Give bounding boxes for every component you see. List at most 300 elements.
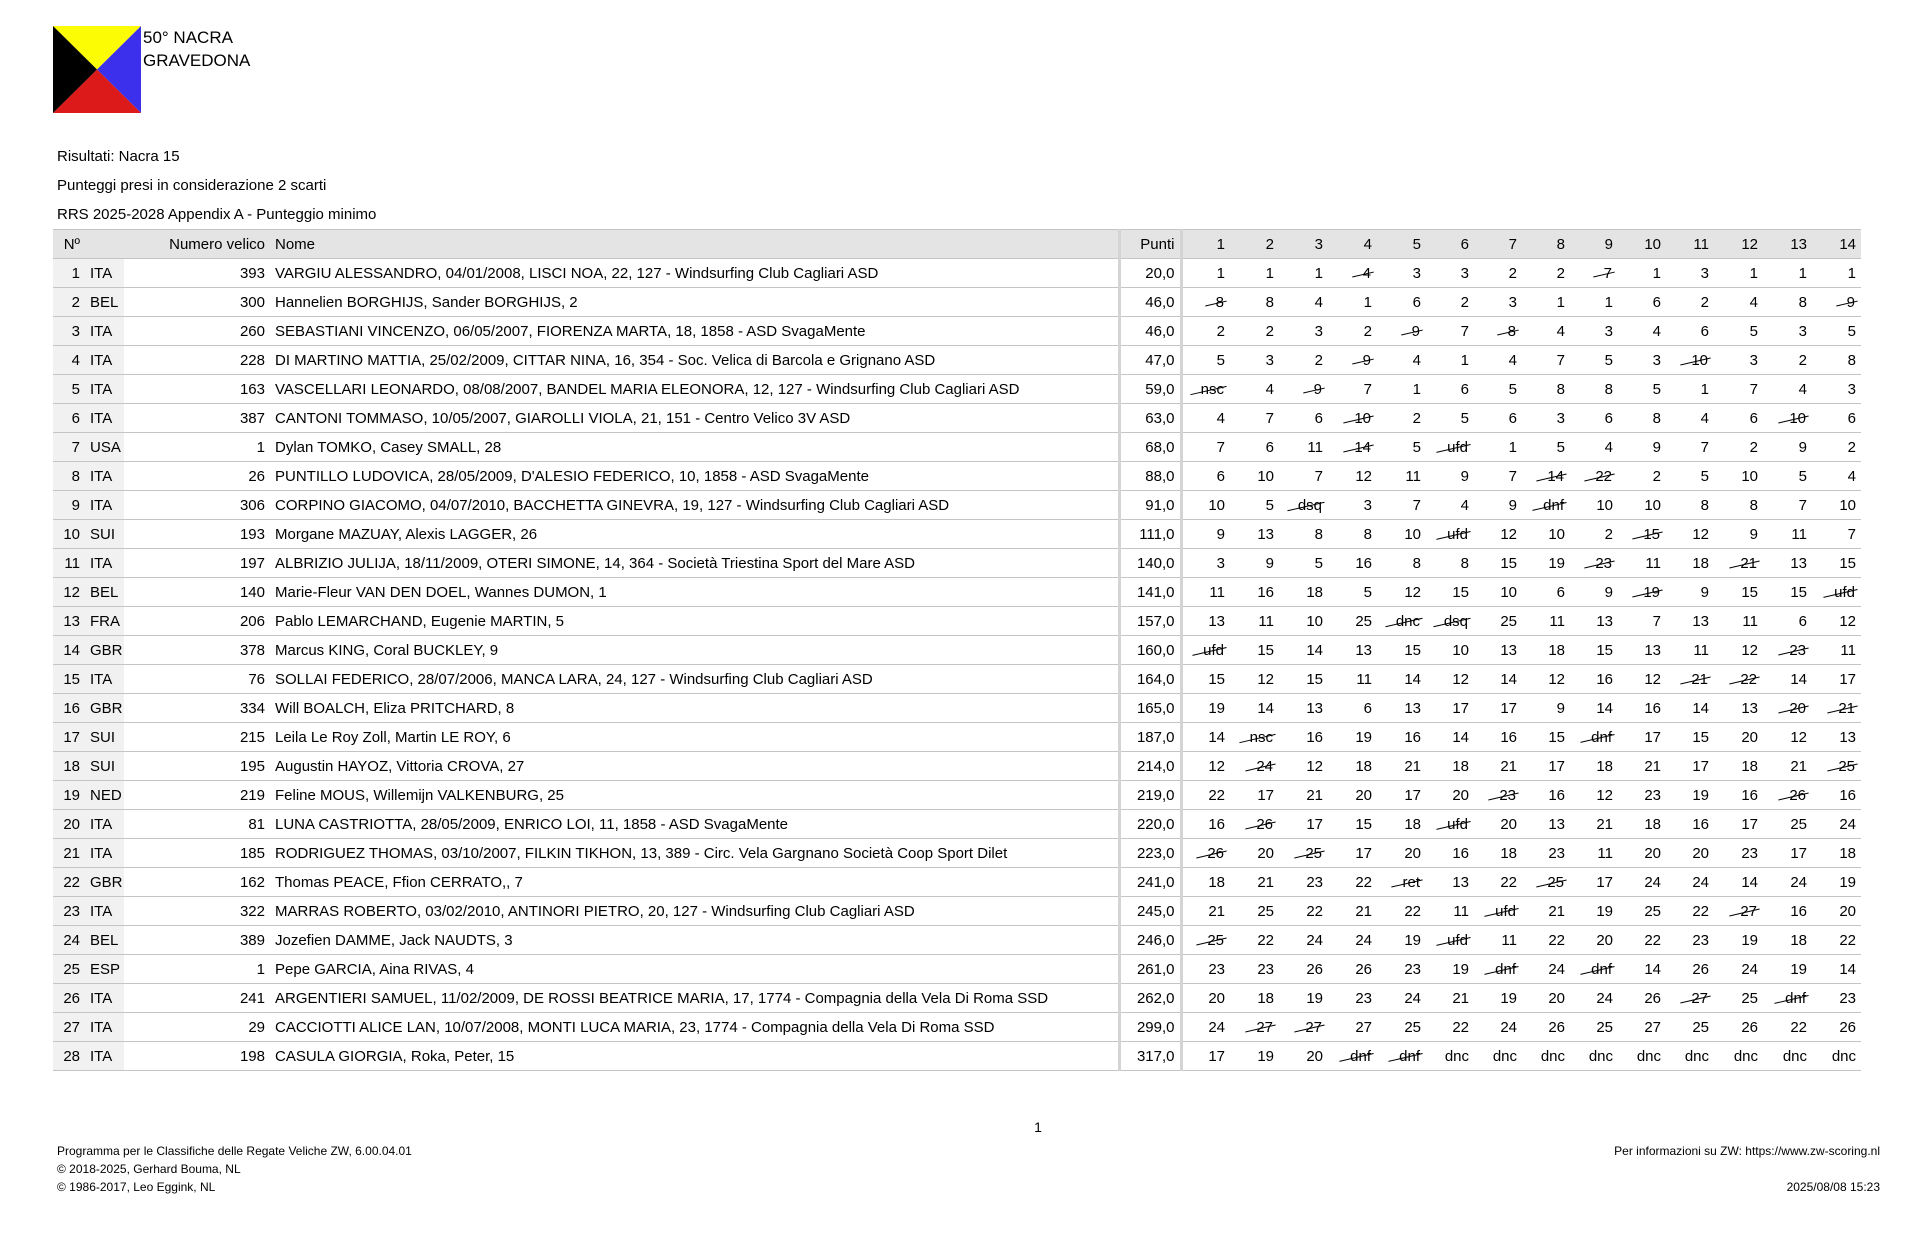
- discard-strike: 23: [1595, 554, 1612, 572]
- discard-strike: 22: [1740, 670, 1757, 688]
- race-score-cell: 18: [1666, 549, 1714, 578]
- race-score-cell: 21: [1181, 897, 1230, 926]
- race-score-cell: 5: [1714, 317, 1763, 346]
- race-score-cell: 1: [1377, 375, 1426, 404]
- sail-number-cell: 29: [124, 1013, 270, 1042]
- race-score-cell: 21: [1377, 752, 1426, 781]
- table-row: [53, 723, 1861, 752]
- race-score-discarded: [1812, 752, 1861, 781]
- race-score-cell: 3: [1812, 375, 1861, 404]
- race-score-cell: 19: [1522, 549, 1570, 578]
- col-sail-number-header: Numero velico: [124, 230, 270, 259]
- sail-number-cell: 393: [124, 259, 270, 288]
- race-score-discarded: [1522, 491, 1570, 520]
- race-score-discarded: [1618, 578, 1666, 607]
- race-score-cell: dnc: [1426, 1042, 1474, 1071]
- race-score-cell: 11: [1763, 520, 1812, 549]
- discard-strike: 25: [1207, 931, 1224, 949]
- race-score-cell: 13: [1570, 607, 1618, 636]
- col-name-header: Nome: [270, 230, 1119, 259]
- race-score-cell: 10: [1279, 607, 1328, 636]
- race-score-cell: 8: [1377, 549, 1426, 578]
- race-score-cell: 12: [1763, 723, 1812, 752]
- race-score-discarded: [1328, 1042, 1377, 1071]
- sail-number-cell: 260: [124, 317, 270, 346]
- race-score-cell: 17: [1426, 694, 1474, 723]
- race-score-cell: 23: [1812, 984, 1861, 1013]
- race-score-discarded: [1666, 984, 1714, 1013]
- race-score-cell: 1: [1426, 346, 1474, 375]
- table-row: [53, 288, 1861, 317]
- race-score-cell: 25: [1714, 984, 1763, 1013]
- race-score-cell: 4: [1230, 375, 1279, 404]
- race-score-cell: 3: [1328, 491, 1377, 520]
- race-score-cell: 19: [1181, 694, 1230, 723]
- race-score-cell: 6: [1474, 404, 1522, 433]
- nation-cell: ESP: [85, 955, 124, 984]
- nation-cell: ITA: [85, 404, 124, 433]
- race-score-cell: 22: [1763, 1013, 1812, 1042]
- table-row: [53, 578, 1861, 607]
- race-score-cell: 3: [1666, 259, 1714, 288]
- race-score-cell: 24: [1618, 868, 1666, 897]
- discard-strike: 14: [1547, 467, 1564, 485]
- rank-cell: 21: [53, 839, 85, 868]
- discard-strike: 25: [1547, 873, 1564, 891]
- race-score-cell: 3: [1763, 317, 1812, 346]
- col-race-header: 9: [1570, 230, 1618, 259]
- race-score-cell: 2: [1474, 259, 1522, 288]
- sail-number-cell: 219: [124, 781, 270, 810]
- rank-cell: 7: [53, 433, 85, 462]
- rules-note: RRS 2025-2028 Appendix A - Punteggio minimo: [57, 206, 377, 223]
- race-score-cell: 15: [1279, 665, 1328, 694]
- crew-name-cell: MARRAS ROBERTO, 03/02/2010, ANTINORI PIETRO, 20, 127 - Windsurfing Club Cagliari ASD: [270, 897, 1119, 926]
- race-score-cell: 24: [1181, 1013, 1230, 1042]
- points-cell: 47,0: [1119, 346, 1181, 375]
- table-header-row: [53, 230, 1861, 259]
- print-timestamp: 2025/08/08 15:23: [1786, 1180, 1880, 1194]
- race-score-cell: 26: [1279, 955, 1328, 984]
- table-row: [53, 810, 1861, 839]
- race-score-cell: 13: [1714, 694, 1763, 723]
- race-score-cell: 9: [1714, 520, 1763, 549]
- discard-strike: 26: [1256, 815, 1273, 833]
- race-score-cell: 27: [1618, 1013, 1666, 1042]
- race-score-discarded: [1618, 520, 1666, 549]
- rank-cell: 18: [53, 752, 85, 781]
- race-score-cell: 17: [1181, 1042, 1230, 1071]
- crew-name-cell: Marcus KING, Coral BUCKLEY, 9: [270, 636, 1119, 665]
- race-score-discarded: [1763, 636, 1812, 665]
- race-score-cell: 20: [1812, 897, 1861, 926]
- race-score-cell: 20: [1377, 839, 1426, 868]
- race-score-cell: 1: [1181, 259, 1230, 288]
- race-score-discarded: [1570, 549, 1618, 578]
- points-cell: 214,0: [1119, 752, 1181, 781]
- race-score-cell: 13: [1426, 868, 1474, 897]
- race-score-cell: 14: [1279, 636, 1328, 665]
- sail-number-cell: 163: [124, 375, 270, 404]
- race-score-cell: 19: [1763, 955, 1812, 984]
- race-score-cell: 19: [1714, 926, 1763, 955]
- race-score-cell: 19: [1230, 1042, 1279, 1071]
- race-score-discarded: [1230, 723, 1279, 752]
- race-score-cell: dnc: [1570, 1042, 1618, 1071]
- nation-cell: SUI: [85, 723, 124, 752]
- race-score-discarded: [1426, 926, 1474, 955]
- points-cell: 157,0: [1119, 607, 1181, 636]
- crew-name-cell: Marie-Fleur VAN DEN DOEL, Wannes DUMON, 1: [270, 578, 1119, 607]
- discard-strike: 23: [1499, 786, 1516, 804]
- nation-cell: ITA: [85, 810, 124, 839]
- race-score-discarded: [1426, 607, 1474, 636]
- race-score-cell: 26: [1714, 1013, 1763, 1042]
- race-score-cell: 15: [1474, 549, 1522, 578]
- race-score-cell: 17: [1474, 694, 1522, 723]
- race-score-cell: 17: [1618, 723, 1666, 752]
- race-score-cell: 26: [1812, 1013, 1861, 1042]
- race-score-discarded: [1230, 1013, 1279, 1042]
- discard-strike: 8: [1215, 293, 1224, 311]
- race-score-cell: 6: [1328, 694, 1377, 723]
- race-score-cell: 12: [1570, 781, 1618, 810]
- sail-number-cell: 334: [124, 694, 270, 723]
- race-score-discarded: [1426, 520, 1474, 549]
- race-score-discarded: [1279, 375, 1328, 404]
- race-score-cell: 14: [1230, 694, 1279, 723]
- race-score-cell: 26: [1522, 1013, 1570, 1042]
- race-score-cell: 17: [1763, 839, 1812, 868]
- race-score-cell: 22: [1426, 1013, 1474, 1042]
- race-score-discarded: [1570, 723, 1618, 752]
- race-score-cell: 3: [1618, 346, 1666, 375]
- discard-strike: dnf: [1543, 496, 1564, 514]
- race-score-cell: 7: [1618, 607, 1666, 636]
- points-cell: 88,0: [1119, 462, 1181, 491]
- race-score-cell: 23: [1279, 868, 1328, 897]
- race-score-cell: 16: [1426, 839, 1474, 868]
- sail-number-cell: 1: [124, 955, 270, 984]
- race-score-cell: 19: [1666, 781, 1714, 810]
- race-score-cell: 22: [1377, 897, 1426, 926]
- race-score-cell: 26: [1666, 955, 1714, 984]
- crew-name-cell: ALBRIZIO JULIJA, 18/11/2009, OTERI SIMONE, 14, 364 - Società Triestina Sport del Mare ASD: [270, 549, 1119, 578]
- race-score-cell: 6: [1230, 433, 1279, 462]
- race-score-cell: 14: [1763, 665, 1812, 694]
- nation-cell: SUI: [85, 752, 124, 781]
- race-score-cell: 10: [1570, 491, 1618, 520]
- race-score-cell: 2: [1426, 288, 1474, 317]
- zw-info-link[interactable]: Per informazioni su ZW: https://www.zw-scoring.nl: [1614, 1144, 1880, 1158]
- race-score-cell: dnc: [1474, 1042, 1522, 1071]
- race-score-discarded: [1474, 781, 1522, 810]
- nation-cell: ITA: [85, 897, 124, 926]
- crew-name-cell: CACCIOTTI ALICE LAN, 10/07/2008, MONTI LUCA MARIA, 23, 1774 - Compagnia della Vela Di Roma SSD: [270, 1013, 1119, 1042]
- race-score-cell: 11: [1618, 549, 1666, 578]
- race-score-cell: dnc: [1812, 1042, 1861, 1071]
- rank-cell: 14: [53, 636, 85, 665]
- crew-name-cell: LUNA CASTRIOTTA, 28/05/2009, ENRICO LOI, 11, 1858 - ASD SvagaMente: [270, 810, 1119, 839]
- race-score-cell: 17: [1230, 781, 1279, 810]
- table-row: [53, 752, 1861, 781]
- race-score-cell: 13: [1328, 636, 1377, 665]
- race-score-cell: 6: [1279, 404, 1328, 433]
- discard-strike: ufd: [1447, 438, 1468, 456]
- race-score-cell: 12: [1328, 462, 1377, 491]
- race-score-cell: 18: [1279, 578, 1328, 607]
- race-score-cell: 1: [1714, 259, 1763, 288]
- race-score-cell: 16: [1181, 810, 1230, 839]
- race-score-discarded: [1426, 433, 1474, 462]
- race-score-cell: 16: [1474, 723, 1522, 752]
- race-score-cell: 5: [1377, 433, 1426, 462]
- table-row: [53, 868, 1861, 897]
- race-score-cell: 4: [1522, 317, 1570, 346]
- race-score-cell: 16: [1328, 549, 1377, 578]
- points-cell: 111,0: [1119, 520, 1181, 549]
- table-row: [53, 1013, 1861, 1042]
- col-race-header: 14: [1812, 230, 1861, 259]
- race-score-cell: 10: [1377, 520, 1426, 549]
- race-score-cell: 11: [1328, 665, 1377, 694]
- race-score-cell: 7: [1812, 520, 1861, 549]
- sail-number-cell: 228: [124, 346, 270, 375]
- race-score-cell: 1: [1763, 259, 1812, 288]
- discard-strike: 25: [1838, 757, 1855, 775]
- race-score-cell: 22: [1522, 926, 1570, 955]
- race-score-cell: 7: [1377, 491, 1426, 520]
- table-row: [53, 781, 1861, 810]
- sail-number-cell: 81: [124, 810, 270, 839]
- results-class-title: Risultati: Nacra 15: [57, 148, 180, 165]
- table-row: [53, 984, 1861, 1013]
- race-score-cell: 19: [1377, 926, 1426, 955]
- discard-strike: 10: [1354, 409, 1371, 427]
- discard-strike: dnf: [1591, 960, 1612, 978]
- race-score-cell: 25: [1230, 897, 1279, 926]
- race-score-cell: 8: [1714, 491, 1763, 520]
- race-score-discarded: [1714, 665, 1763, 694]
- race-score-cell: 4: [1474, 346, 1522, 375]
- race-score-cell: 2: [1230, 317, 1279, 346]
- points-cell: 187,0: [1119, 723, 1181, 752]
- rank-cell: 26: [53, 984, 85, 1013]
- race-score-cell: 4: [1279, 288, 1328, 317]
- race-score-cell: 22: [1618, 926, 1666, 955]
- race-score-cell: 24: [1714, 955, 1763, 984]
- race-score-cell: 18: [1618, 810, 1666, 839]
- race-score-cell: 10: [1812, 491, 1861, 520]
- race-score-cell: 24: [1377, 984, 1426, 1013]
- race-score-cell: 14: [1570, 694, 1618, 723]
- race-score-cell: 21: [1618, 752, 1666, 781]
- table-row: [53, 317, 1861, 346]
- race-score-cell: 24: [1522, 955, 1570, 984]
- race-score-cell: 11: [1426, 897, 1474, 926]
- event-flag-logo: [53, 26, 141, 113]
- race-score-cell: 18: [1426, 752, 1474, 781]
- table-row: [53, 404, 1861, 433]
- race-score-cell: 22: [1230, 926, 1279, 955]
- race-score-cell: 2: [1714, 433, 1763, 462]
- race-score-cell: 14: [1181, 723, 1230, 752]
- rank-cell: 3: [53, 317, 85, 346]
- race-score-cell: 17: [1377, 781, 1426, 810]
- sail-number-cell: 300: [124, 288, 270, 317]
- points-cell: 245,0: [1119, 897, 1181, 926]
- race-score-cell: 17: [1666, 752, 1714, 781]
- points-cell: 20,0: [1119, 259, 1181, 288]
- race-score-cell: 16: [1377, 723, 1426, 752]
- sail-number-cell: 387: [124, 404, 270, 433]
- crew-name-cell: Jozefien DAMME, Jack NAUDTS, 3: [270, 926, 1119, 955]
- race-score-cell: 5: [1666, 462, 1714, 491]
- race-score-cell: 7: [1426, 317, 1474, 346]
- points-cell: 63,0: [1119, 404, 1181, 433]
- rank-cell: 2: [53, 288, 85, 317]
- race-score-cell: dnc: [1618, 1042, 1666, 1071]
- table-row: [53, 636, 1861, 665]
- race-score-cell: 1: [1328, 288, 1377, 317]
- race-score-discarded: [1181, 288, 1230, 317]
- race-score-discarded: [1570, 462, 1618, 491]
- race-score-cell: 14: [1426, 723, 1474, 752]
- rank-cell: 1: [53, 259, 85, 288]
- race-score-cell: 10: [1618, 491, 1666, 520]
- race-score-cell: 23: [1714, 839, 1763, 868]
- race-score-cell: 16: [1618, 694, 1666, 723]
- race-score-discarded: [1522, 462, 1570, 491]
- race-score-cell: 6: [1618, 288, 1666, 317]
- points-cell: 140,0: [1119, 549, 1181, 578]
- race-score-cell: 24: [1328, 926, 1377, 955]
- race-score-cell: 25: [1618, 897, 1666, 926]
- race-score-cell: 14: [1377, 665, 1426, 694]
- race-score-cell: 11: [1230, 607, 1279, 636]
- crew-name-cell: SOLLAI FEDERICO, 28/07/2006, MANCA LARA, 24, 127 - Windsurfing Club Cagliari ASD: [270, 665, 1119, 694]
- race-score-cell: 4: [1377, 346, 1426, 375]
- race-score-cell: 13: [1522, 810, 1570, 839]
- race-score-cell: 24: [1570, 984, 1618, 1013]
- race-score-cell: 18: [1522, 636, 1570, 665]
- race-score-cell: 18: [1812, 839, 1861, 868]
- discard-strike: ret: [1402, 873, 1420, 891]
- points-cell: 160,0: [1119, 636, 1181, 665]
- race-score-cell: 15: [1522, 723, 1570, 752]
- race-score-cell: 11: [1181, 578, 1230, 607]
- race-score-cell: 5: [1522, 433, 1570, 462]
- race-score-cell: 7: [1763, 491, 1812, 520]
- race-score-cell: dnc: [1522, 1042, 1570, 1071]
- race-score-cell: 16: [1279, 723, 1328, 752]
- race-score-cell: 17: [1570, 868, 1618, 897]
- race-score-discarded: [1230, 810, 1279, 839]
- crew-name-cell: Hannelien BORGHIJS, Sander BORGHIJS, 2: [270, 288, 1119, 317]
- points-cell: 68,0: [1119, 433, 1181, 462]
- discard-strike: 24: [1256, 757, 1273, 775]
- race-score-cell: 24: [1763, 868, 1812, 897]
- crew-name-cell: Will BOALCH, Eliza PRITCHARD, 8: [270, 694, 1119, 723]
- crew-name-cell: CORPINO GIACOMO, 04/07/2010, BACCHETTA GINEVRA, 19, 127 - Windsurfing Club Cagliari ASD: [270, 491, 1119, 520]
- race-score-cell: 7: [1328, 375, 1377, 404]
- crew-name-cell: Dylan TOMKO, Casey SMALL, 28: [270, 433, 1119, 462]
- race-score-cell: 7: [1181, 433, 1230, 462]
- race-score-cell: 22: [1279, 897, 1328, 926]
- race-score-discarded: [1714, 549, 1763, 578]
- race-score-cell: 26: [1328, 955, 1377, 984]
- race-score-cell: 7: [1474, 462, 1522, 491]
- race-score-cell: 4: [1714, 288, 1763, 317]
- sail-number-cell: 378: [124, 636, 270, 665]
- discard-strike: 9: [1846, 293, 1855, 311]
- race-score-cell: 11: [1812, 636, 1861, 665]
- race-score-cell: 2: [1328, 317, 1377, 346]
- race-score-discarded: [1279, 839, 1328, 868]
- race-score-cell: 23: [1618, 781, 1666, 810]
- race-score-cell: 23: [1328, 984, 1377, 1013]
- table-row: [53, 1042, 1861, 1071]
- race-score-discarded: [1666, 665, 1714, 694]
- race-score-cell: 15: [1230, 636, 1279, 665]
- race-score-cell: 20: [1426, 781, 1474, 810]
- rank-cell: 25: [53, 955, 85, 984]
- race-score-cell: 4: [1763, 375, 1812, 404]
- sail-number-cell: 185: [124, 839, 270, 868]
- discard-strike: ufd: [1203, 641, 1224, 659]
- race-score-discarded: [1181, 839, 1230, 868]
- col-race-header: 3: [1279, 230, 1328, 259]
- race-score-cell: 10: [1426, 636, 1474, 665]
- rank-cell: 15: [53, 665, 85, 694]
- race-score-cell: 24: [1279, 926, 1328, 955]
- race-score-discarded: [1426, 810, 1474, 839]
- discard-strike: 7: [1603, 264, 1612, 282]
- discard-strike: 9: [1362, 351, 1371, 369]
- race-score-cell: 14: [1666, 694, 1714, 723]
- points-cell: 165,0: [1119, 694, 1181, 723]
- copyright-line-1: © 2018-2025, Gerhard Bouma, NL: [57, 1162, 241, 1176]
- discard-strike: 8: [1507, 322, 1516, 340]
- race-score-cell: 8: [1666, 491, 1714, 520]
- sail-number-cell: 162: [124, 868, 270, 897]
- race-score-cell: 19: [1474, 984, 1522, 1013]
- crew-name-cell: DI MARTINO MATTIA, 25/02/2009, CITTAR NINA, 16, 354 - Soc. Velica di Barcola e Grignano ASD: [270, 346, 1119, 375]
- rank-cell: 28: [53, 1042, 85, 1071]
- race-score-discarded: [1812, 578, 1861, 607]
- race-score-cell: 22: [1666, 897, 1714, 926]
- race-score-cell: 1: [1812, 259, 1861, 288]
- race-score-cell: 4: [1181, 404, 1230, 433]
- race-score-cell: 15: [1570, 636, 1618, 665]
- discard-strike: 21: [1691, 670, 1708, 688]
- points-cell: 220,0: [1119, 810, 1181, 839]
- race-score-cell: 5: [1181, 346, 1230, 375]
- race-score-discarded: [1279, 1013, 1328, 1042]
- race-score-cell: 15: [1666, 723, 1714, 752]
- race-score-cell: 3: [1570, 317, 1618, 346]
- rank-cell: 17: [53, 723, 85, 752]
- race-score-discarded: [1377, 607, 1426, 636]
- race-score-cell: 4: [1666, 404, 1714, 433]
- race-score-cell: 3: [1377, 259, 1426, 288]
- race-score-cell: 20: [1279, 1042, 1328, 1071]
- race-score-cell: 2: [1181, 317, 1230, 346]
- race-score-cell: 7: [1522, 346, 1570, 375]
- race-score-cell: 17: [1714, 810, 1763, 839]
- race-score-cell: 1: [1618, 259, 1666, 288]
- race-score-cell: 18: [1714, 752, 1763, 781]
